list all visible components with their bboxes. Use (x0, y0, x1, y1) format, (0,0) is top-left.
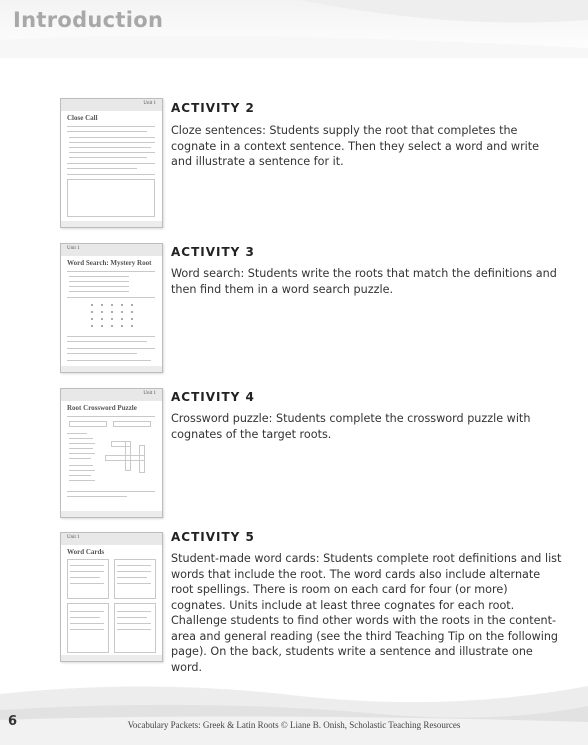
activity-4-description: Crossword puzzle: Students complete the crossword puzzle with cognates of the target roots. (171, 412, 531, 441)
thumbnail-unit: Unit 1 (67, 535, 80, 540)
thumbnail-title: Word Search: Mystery Root (67, 259, 152, 267)
page-title: Introduction (13, 8, 164, 32)
activity-5-description: Student-made word cards: Students complete root definitions and list words that include the root. The word cards also include alternate root spellings. There is room on each card for four (or more) cognates. Units include at least three cognates for each root. Challenge students to find other words with the roots in the content-area and general reading (see the third Teaching Tip on the following page). On the back, students write a sentence and illustrate one word. (171, 552, 562, 674)
header-band (0, 0, 588, 58)
thumbnail-title: Root Crossword Puzzle (67, 404, 137, 412)
footer-swoosh (0, 676, 588, 745)
activity-2-description: Cloze sentences: Students supply the root that completes the cognate in a context sentence. Then they select a word and write and illustrate a sentence for it. (171, 124, 540, 168)
activity-5-thumbnail (60, 532, 163, 662)
activity-3-description: Word search: Students write the roots that match the definitions and then find them in a word search puzzle. (171, 267, 557, 296)
activity-3-heading: ACTIVITY 3 (171, 245, 255, 259)
thumbnail-title: Close Call (67, 114, 98, 122)
activity-4-thumbnail (60, 388, 163, 518)
thumbnail-unit: Unit 1 (143, 391, 156, 396)
activity-2-thumbnail (60, 98, 163, 228)
thumbnail-unit: Unit 1 (67, 246, 80, 251)
activity-2-heading: ACTIVITY 2 (171, 101, 255, 115)
thumbnail-title: Word Cards (67, 548, 105, 556)
activity-5-heading: ACTIVITY 5 (171, 530, 255, 544)
activity-4-heading: ACTIVITY 4 (171, 390, 255, 404)
thumbnail-unit: Unit 1 (143, 101, 156, 106)
activity-3-thumbnail (60, 243, 163, 373)
page-number: 6 (8, 714, 18, 729)
footer-citation: Vocabulary Packets: Greek & Latin Roots © Liane B. Onish, Scholastic Teaching Resources (127, 720, 461, 730)
